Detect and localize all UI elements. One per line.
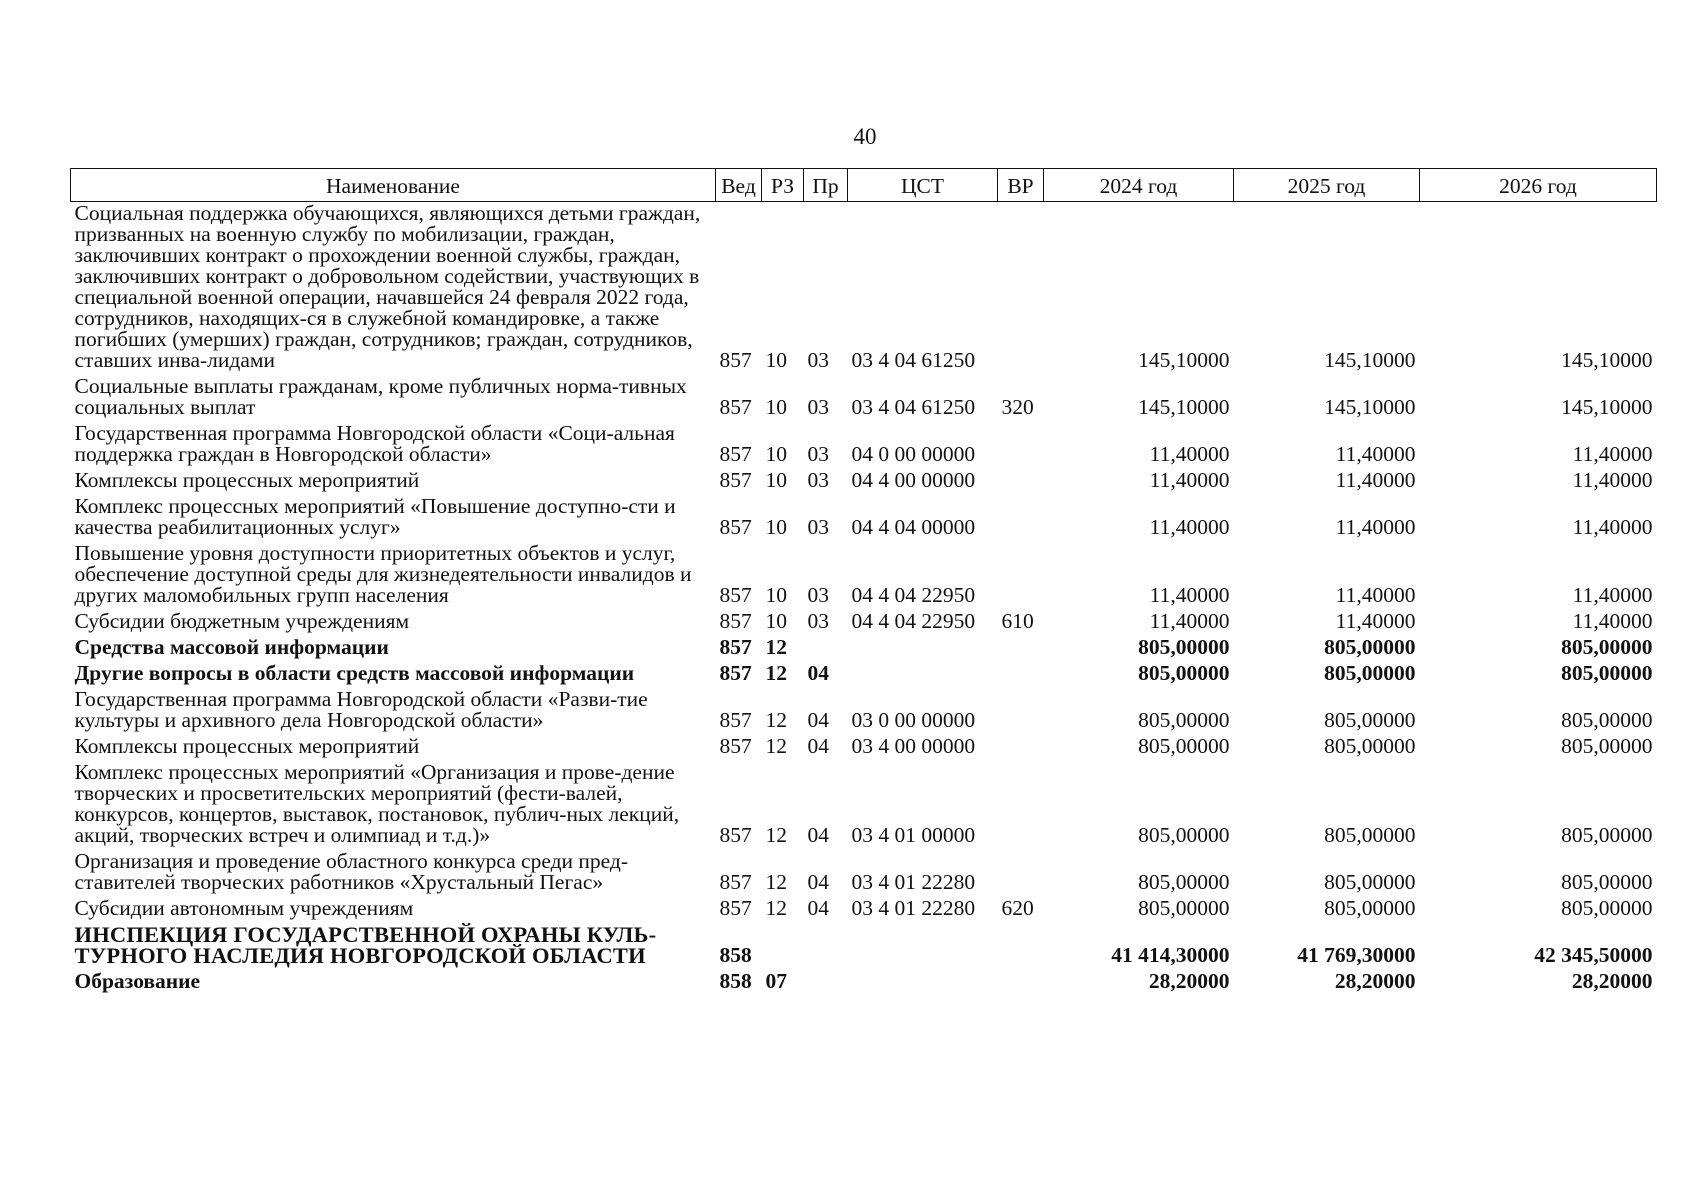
row-rz: 12 <box>765 870 787 894</box>
row-cst <box>848 970 998 996</box>
row-ved: 857 <box>719 442 752 466</box>
row-rz: 10 <box>765 395 787 419</box>
row-2024: 805,00000 <box>1138 896 1230 920</box>
row-vr <box>998 495 1044 542</box>
row-2025: 805,00000 <box>1324 635 1416 659</box>
row-cst: 03 4 01 22280 <box>851 896 976 920</box>
row-name: Комплексы процессных мероприятий <box>74 734 420 758</box>
row-name: Организация и проведение областного конкурса среди пред-ставителей творческих работников «Хрустальный Пегас» <box>74 849 629 894</box>
row-rz: 12 <box>765 661 787 685</box>
row-ved: 857 <box>719 395 752 419</box>
row-2026: 11,40000 <box>1572 583 1653 607</box>
row-2026: 42 345,50000 <box>1534 943 1653 967</box>
table-row <box>71 422 1657 469</box>
row-name: Образование <box>74 969 201 993</box>
row-pr: 03 <box>807 583 829 607</box>
row-vr: 320 <box>1001 395 1034 419</box>
row-pr: 04 <box>807 661 829 685</box>
row-cst: 03 4 01 00000 <box>851 823 976 847</box>
row-ved: 857 <box>719 468 752 492</box>
table-row <box>71 542 1657 610</box>
row-vr <box>998 850 1044 897</box>
row-2024: 145,10000 <box>1138 395 1230 419</box>
row-2026: 145,10000 <box>1561 395 1653 419</box>
row-rz: 10 <box>765 609 787 633</box>
row-2025: 41 769,30000 <box>1297 943 1416 967</box>
row-ved: 857 <box>719 870 752 894</box>
row-2024: 28,20000 <box>1148 969 1230 993</box>
row-2025: 805,00000 <box>1324 708 1416 732</box>
row-pr <box>804 636 848 662</box>
col-header-rz: РЗ <box>762 169 804 202</box>
row-2026: 11,40000 <box>1572 442 1653 466</box>
row-2026: 805,00000 <box>1561 870 1653 894</box>
row-2025: 11,40000 <box>1335 515 1416 539</box>
row-name: Средства массовой информации <box>74 635 389 659</box>
row-vr <box>998 542 1044 610</box>
row-2026: 11,40000 <box>1572 609 1653 633</box>
table-row <box>71 735 1657 761</box>
row-2024: 805,00000 <box>1138 635 1230 659</box>
row-ved: 857 <box>719 896 752 920</box>
row-2024: 11,40000 <box>1149 515 1230 539</box>
row-pr: 04 <box>807 896 829 920</box>
row-2024: 11,40000 <box>1149 468 1230 492</box>
row-vr <box>998 688 1044 735</box>
row-pr: 03 <box>807 609 829 633</box>
row-2024: 805,00000 <box>1138 734 1230 758</box>
row-rz: 12 <box>765 823 787 847</box>
row-name: Государственная программа Новгородской области «Разви-тие культуры и архивного дела Новгородской области» <box>74 687 648 732</box>
table-row <box>71 636 1657 662</box>
table-body <box>71 202 1657 997</box>
table-header <box>71 169 1657 202</box>
row-vr: 610 <box>1001 609 1034 633</box>
row-pr <box>804 970 848 996</box>
row-cst: 04 4 04 22950 <box>851 583 976 607</box>
table-row <box>71 495 1657 542</box>
row-vr: 620 <box>1001 896 1034 920</box>
row-2024: 805,00000 <box>1138 661 1230 685</box>
row-vr <box>998 422 1044 469</box>
row-pr <box>804 923 848 970</box>
row-name: Другие вопросы в области средств массовой информации <box>74 661 635 685</box>
col-header-cst: ЦСТ <box>848 169 998 202</box>
row-vr <box>998 662 1044 688</box>
col-header-vr: ВР <box>998 169 1044 202</box>
row-2025: 805,00000 <box>1324 896 1416 920</box>
row-cst: 03 0 00 00000 <box>851 708 976 732</box>
row-rz: 10 <box>765 515 787 539</box>
row-name: Комплексы процессных мероприятий <box>74 468 420 492</box>
row-2024: 11,40000 <box>1149 609 1230 633</box>
col-header-2024: 2024 год <box>1044 169 1234 202</box>
row-name: Государственная программа Новгородской области «Соци-альная поддержка граждан в Новгородской области» <box>74 421 675 466</box>
row-pr: 04 <box>807 823 829 847</box>
row-ved: 857 <box>719 708 752 732</box>
row-ved: 857 <box>719 609 752 633</box>
row-name: Комплекс процессных мероприятий «Организация и прове-дение творческих и просветительских мероприятий (фести-валей, конкурсов, концертов, выставок, постановок, публич-ных лекций, акций, творческих встреч и олимпиад и т.д.)» <box>74 760 680 847</box>
row-vr <box>998 923 1044 970</box>
row-name: ИНСПЕКЦИЯ ГОСУДАРСТВЕННОЙ ОХРАНЫ КУЛЬ-ТУРНОГО НАСЛЕДИЯ НОВГОРОДСКОЙ ОБЛАСТИ <box>74 922 657 968</box>
row-cst: 03 4 04 61250 <box>851 395 976 419</box>
col-header-name: Наименование <box>71 169 716 202</box>
table-row <box>71 970 1657 996</box>
row-2024: 11,40000 <box>1149 583 1230 607</box>
table-row <box>71 850 1657 897</box>
row-rz: 12 <box>765 896 787 920</box>
row-2025: 805,00000 <box>1324 734 1416 758</box>
row-cst: 04 0 00 00000 <box>851 442 976 466</box>
row-2026: 145,10000 <box>1561 348 1653 372</box>
row-2026: 805,00000 <box>1561 896 1653 920</box>
row-2026: 805,00000 <box>1561 734 1653 758</box>
table-row <box>71 923 1657 970</box>
row-pr: 03 <box>807 468 829 492</box>
row-pr: 03 <box>807 442 829 466</box>
row-ved: 857 <box>719 734 752 758</box>
row-ved: 857 <box>719 348 752 372</box>
row-cst: 03 4 00 00000 <box>851 734 976 758</box>
row-rz: 10 <box>765 442 787 466</box>
row-ved: 858 <box>719 943 752 967</box>
row-pr: 03 <box>807 515 829 539</box>
row-2024: 41 414,30000 <box>1111 943 1230 967</box>
row-pr: 04 <box>807 734 829 758</box>
row-2025: 805,00000 <box>1324 823 1416 847</box>
row-2025: 805,00000 <box>1324 661 1416 685</box>
row-cst: 04 4 04 22950 <box>851 609 976 633</box>
row-ved: 857 <box>719 515 752 539</box>
row-name: Субсидии бюджетным учреждениям <box>74 609 410 633</box>
row-2025: 145,10000 <box>1324 348 1416 372</box>
row-name: Повышение уровня доступности приоритетных объектов и услуг, обеспечение доступной среды для жизнедеятельности инвалидов и других маломобильных групп населения <box>74 541 692 607</box>
row-name: Комплекс процессных мероприятий «Повышение доступно-сти и качества реабилитационных услуг» <box>74 494 676 539</box>
row-2024: 11,40000 <box>1149 442 1230 466</box>
table-row <box>71 897 1657 923</box>
row-ved: 857 <box>719 583 752 607</box>
row-2024: 805,00000 <box>1138 708 1230 732</box>
row-rz: 10 <box>765 468 787 492</box>
row-2026: 11,40000 <box>1572 468 1653 492</box>
table-row <box>71 202 1657 376</box>
row-2025: 11,40000 <box>1335 609 1416 633</box>
row-cst: 03 4 01 22280 <box>851 870 976 894</box>
row-vr <box>998 636 1044 662</box>
budget-table <box>70 168 1657 996</box>
row-2025: 28,20000 <box>1334 969 1416 993</box>
table-row <box>71 662 1657 688</box>
row-vr <box>998 469 1044 495</box>
row-2026: 805,00000 <box>1561 661 1653 685</box>
row-rz: 12 <box>765 708 787 732</box>
row-2024: 805,00000 <box>1138 870 1230 894</box>
row-rz: 10 <box>765 583 787 607</box>
row-ved: 857 <box>719 661 752 685</box>
row-pr: 03 <box>807 348 829 372</box>
row-ved: 857 <box>719 823 752 847</box>
row-2026: 11,40000 <box>1572 515 1653 539</box>
row-cst <box>848 923 998 970</box>
row-cst <box>848 662 998 688</box>
row-rz: 12 <box>765 734 787 758</box>
row-2024: 145,10000 <box>1138 348 1230 372</box>
col-header-pr: Пр <box>804 169 848 202</box>
row-rz: 12 <box>765 635 787 659</box>
row-vr <box>998 202 1044 376</box>
table-row <box>71 610 1657 636</box>
row-vr <box>998 970 1044 996</box>
col-header-2025: 2025 год <box>1234 169 1420 202</box>
table-row <box>71 375 1657 422</box>
row-2026: 28,20000 <box>1571 969 1653 993</box>
row-pr: 04 <box>807 870 829 894</box>
row-vr <box>998 761 1044 850</box>
row-2024: 805,00000 <box>1138 823 1230 847</box>
row-ved: 858 <box>719 969 752 993</box>
row-rz <box>762 923 804 970</box>
row-cst <box>848 636 998 662</box>
table-row <box>71 761 1657 850</box>
row-rz: 07 <box>765 969 787 993</box>
row-2025: 145,10000 <box>1324 395 1416 419</box>
table-row <box>71 688 1657 735</box>
row-cst: 04 4 04 00000 <box>851 515 976 539</box>
row-name: Социальная поддержка обучающихся, являющихся детьми граждан, призванных на военную службу по мобилизации, граждан, заключивших контракт о прохождении военной службы, граждан, заключивших контракт о добровольном содействии, участвующих в специальной военной операции, начавшейся 24 февраля 2022 года, сотрудников, находящих-ся в служебной командировке, а также погибших (умерших) граждан, сотрудников; граждан, сотрудников, ставших инва-лидами <box>74 201 701 372</box>
row-cst: 04 4 00 00000 <box>851 468 976 492</box>
row-vr <box>998 735 1044 761</box>
row-2026: 805,00000 <box>1561 823 1653 847</box>
row-pr: 04 <box>807 708 829 732</box>
page-number: 40 <box>853 124 877 149</box>
row-2025: 11,40000 <box>1335 468 1416 492</box>
col-header-ved: Вед <box>716 169 762 202</box>
row-rz: 10 <box>765 348 787 372</box>
row-pr: 03 <box>807 395 829 419</box>
col-header-2026: 2026 год <box>1420 169 1657 202</box>
row-2026: 805,00000 <box>1561 708 1653 732</box>
row-2025: 805,00000 <box>1324 870 1416 894</box>
row-2026: 805,00000 <box>1561 635 1653 659</box>
row-name: Субсидии автономным учреждениям <box>74 896 414 920</box>
row-name: Социальные выплаты гражданам, кроме публичных норма-тивных социальных выплат <box>74 374 687 419</box>
row-cst: 03 4 04 61250 <box>851 348 976 372</box>
row-2025: 11,40000 <box>1335 583 1416 607</box>
row-2025: 11,40000 <box>1335 442 1416 466</box>
table-row <box>71 469 1657 495</box>
row-ved: 857 <box>719 635 752 659</box>
